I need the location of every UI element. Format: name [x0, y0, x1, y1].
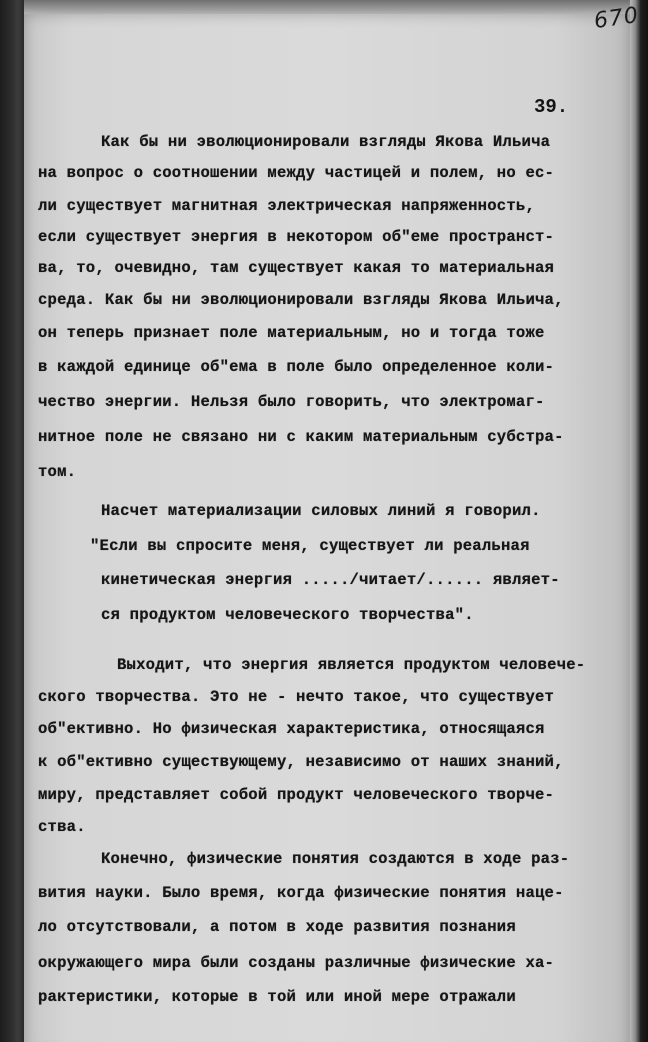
- text-line: к об"ективно существующему, независимо от наших знаний,: [38, 753, 564, 771]
- text-line: об"ективно. Но физическая характеристика, относящаяся: [38, 720, 545, 738]
- text-line: если существует энергия в некотором об"еме пространст-: [38, 228, 555, 246]
- text-line: ва, то, очевидно, там существует какая то материальная: [38, 259, 555, 277]
- text-line: кинетическая энергия ...../читает/...... являет-: [101, 571, 560, 589]
- text-line: том.: [38, 463, 77, 481]
- text-line: на вопрос о соотношении между частицей и полем, но ес-: [38, 164, 555, 182]
- text-line: чество энергии. Нельзя было говорить, что электромаг-: [38, 393, 545, 411]
- page-number: 39.: [534, 96, 569, 118]
- text-line: Выходит, что энергия является продуктом человече-: [117, 656, 586, 674]
- text-line: окружающего мира были созданы различные физические ха-: [38, 954, 555, 972]
- text-line: ло отсутствовали, а потом в ходе развития познания: [38, 918, 516, 936]
- right-edge: [630, 0, 648, 1042]
- text-line: нитное поле не связано ни с каким материальным субстра-: [38, 428, 564, 446]
- text-line: ли существует магнитная электрическая напряженность,: [38, 197, 536, 215]
- text-line: вития науки. Было время, когда физические понятия наце-: [38, 884, 564, 902]
- text-line: Насчет материализации силовых линий я говорил.: [101, 502, 541, 520]
- text-line: в каждой единице об"ема в поле было определенное коли-: [38, 358, 555, 376]
- text-line: ства.: [38, 818, 86, 836]
- text-line: среда. Как бы ни эволюционировали взгляды Якова Ильича,: [38, 291, 564, 309]
- text-line: "Если вы спросите меня, существует ли реальная: [90, 537, 530, 555]
- text-line: он теперь признает поле материальным, но и тогда тоже: [38, 324, 545, 342]
- text-line: рактеристики, которые в той или иной мере отражали: [38, 988, 516, 1006]
- text-line: ся продуктом человеческого творчества".: [101, 606, 474, 624]
- text-line: миру, представляет собой продукт человеческого творче-: [38, 786, 555, 804]
- text-line: Конечно, физические понятия создаются в ходе раз-: [101, 850, 570, 868]
- archive-number: 670: [592, 2, 641, 35]
- text-line: Как бы ни эволюционировали взгляды Якова Ильича: [101, 133, 551, 151]
- text-line: ского творчества. Это не - нечто такое, что существует: [38, 688, 555, 706]
